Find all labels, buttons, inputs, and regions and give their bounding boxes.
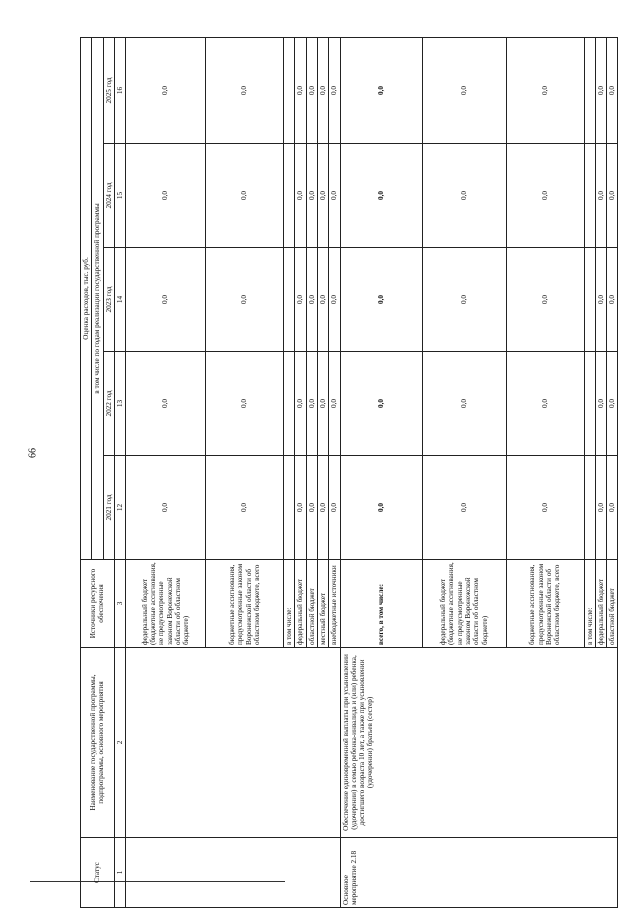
value-cell: 0,0 bbox=[206, 37, 284, 143]
col-number: 12 bbox=[114, 456, 125, 560]
value-cell: 0,0 bbox=[295, 352, 306, 456]
value-cell: 0,0 bbox=[340, 352, 422, 456]
status-cell: Основное мероприятие 2.18 bbox=[340, 838, 618, 908]
value-cell: 0,0 bbox=[317, 144, 328, 248]
value-cell: 0,0 bbox=[317, 37, 328, 143]
value-cell: 0,0 bbox=[595, 144, 606, 248]
value-cell: 0,0 bbox=[126, 248, 206, 352]
value-cell bbox=[584, 144, 595, 248]
source-cell: бюджетные ассигнования, предусмотренные законом Воронежской области об областном бюджете, всего bbox=[206, 560, 284, 648]
header-year: 2023 год bbox=[103, 248, 114, 352]
value-cell: 0,0 bbox=[607, 144, 618, 248]
value-cell: 0,0 bbox=[340, 248, 422, 352]
value-cell: 0,0 bbox=[206, 248, 284, 352]
value-cell: 0,0 bbox=[607, 248, 618, 352]
source-cell: областной бюджет bbox=[607, 560, 618, 648]
value-cell: 0,0 bbox=[329, 456, 340, 560]
col-number: 2 bbox=[114, 648, 125, 838]
value-cell: 0,0 bbox=[329, 37, 340, 143]
source-cell: федеральный бюджет (бюджетные ассигнования, не предусмотренные законом Воронежской области об областном бюджете) bbox=[422, 560, 506, 648]
value-cell: 0,0 bbox=[295, 248, 306, 352]
value-cell: 0,0 bbox=[306, 144, 317, 248]
value-cell: 0,0 bbox=[422, 37, 506, 143]
value-cell bbox=[284, 37, 295, 143]
value-cell: 0,0 bbox=[506, 352, 584, 456]
value-cell: 0,0 bbox=[595, 352, 606, 456]
source-cell: федеральный бюджет (бюджетные ассигнования, не предусмотренные законом Воронежской области об областном бюджете) bbox=[126, 560, 206, 648]
value-cell: 0,0 bbox=[607, 37, 618, 143]
value-cell bbox=[584, 456, 595, 560]
value-cell bbox=[584, 37, 595, 143]
table-row bbox=[126, 37, 206, 907]
value-cell: 0,0 bbox=[126, 352, 206, 456]
source-cell: областной бюджет bbox=[306, 560, 317, 648]
value-cell: 0,0 bbox=[306, 37, 317, 143]
name-cell-empty bbox=[126, 648, 340, 838]
value-cell: 0,0 bbox=[295, 456, 306, 560]
header-status: Статус bbox=[81, 838, 115, 908]
header-row-1 bbox=[81, 37, 92, 907]
value-cell: 0,0 bbox=[422, 456, 506, 560]
value-cell: 0,0 bbox=[422, 144, 506, 248]
value-cell: 0,0 bbox=[607, 352, 618, 456]
value-cell: 0,0 bbox=[595, 456, 606, 560]
source-cell: бюджетные ассигнования, предусмотренные законом Воронежской области об областном бюджете, всего bbox=[506, 560, 584, 648]
header-source: Источники ресурсного обеспечения bbox=[81, 560, 115, 648]
value-cell: 0,0 bbox=[595, 37, 606, 143]
value-cell bbox=[584, 248, 595, 352]
value-cell: 0,0 bbox=[506, 144, 584, 248]
header-year: 2022 год bbox=[103, 352, 114, 456]
value-cell: 0,0 bbox=[506, 248, 584, 352]
header-year: 2021 год bbox=[103, 456, 114, 560]
value-cell: 0,0 bbox=[306, 248, 317, 352]
value-cell: 0,0 bbox=[506, 37, 584, 143]
source-cell: федеральный бюджет bbox=[295, 560, 306, 648]
budget-table bbox=[80, 37, 618, 908]
col-number: 14 bbox=[114, 248, 125, 352]
header-year: 2025 год bbox=[103, 37, 114, 143]
page-number: 66 bbox=[27, 447, 39, 458]
value-cell bbox=[584, 352, 595, 456]
value-cell: 0,0 bbox=[422, 352, 506, 456]
source-cell: в том числе: bbox=[584, 560, 595, 648]
col-number: 16 bbox=[114, 37, 125, 143]
value-cell: 0,0 bbox=[206, 352, 284, 456]
source-cell: местный бюджет bbox=[317, 560, 328, 648]
source-cell: всего, в том числе: bbox=[340, 560, 422, 648]
value-cell: 0,0 bbox=[295, 37, 306, 143]
value-cell: 0,0 bbox=[306, 352, 317, 456]
value-cell: 0,0 bbox=[506, 456, 584, 560]
value-cell: 0,0 bbox=[422, 248, 506, 352]
value-cell: 0,0 bbox=[126, 144, 206, 248]
value-cell: 0,0 bbox=[340, 456, 422, 560]
value-cell bbox=[284, 352, 295, 456]
table-row bbox=[340, 37, 422, 907]
header-by-years: в том числе по годам реализации государственной программы bbox=[92, 37, 103, 559]
value-cell bbox=[284, 456, 295, 560]
value-cell: 0,0 bbox=[329, 352, 340, 456]
value-cell: 0,0 bbox=[206, 456, 284, 560]
value-cell: 0,0 bbox=[317, 352, 328, 456]
value-cell: 0,0 bbox=[295, 144, 306, 248]
column-number-row bbox=[114, 37, 125, 907]
rotated-table-wrapper bbox=[80, 38, 617, 908]
value-cell: 0,0 bbox=[340, 144, 422, 248]
col-number: 1 bbox=[114, 838, 125, 908]
source-cell: внебюджетные источники bbox=[329, 560, 340, 648]
value-cell bbox=[284, 144, 295, 248]
col-number: 3 bbox=[114, 560, 125, 648]
header-year: 2024 год bbox=[103, 144, 114, 248]
value-cell: 0,0 bbox=[126, 456, 206, 560]
source-cell: федеральный бюджет bbox=[595, 560, 606, 648]
value-cell: 0,0 bbox=[126, 37, 206, 143]
header-estimate: Оценка расходов, тыс. руб. bbox=[81, 37, 92, 559]
value-cell: 0,0 bbox=[607, 456, 618, 560]
value-cell: 0,0 bbox=[306, 456, 317, 560]
value-cell: 0,0 bbox=[317, 248, 328, 352]
value-cell bbox=[284, 248, 295, 352]
value-cell: 0,0 bbox=[595, 248, 606, 352]
header-name: Наименование государственной программы, подпрограммы, основного мероприятия bbox=[81, 648, 115, 838]
value-cell: 0,0 bbox=[206, 144, 284, 248]
value-cell: 0,0 bbox=[329, 248, 340, 352]
value-cell: 0,0 bbox=[317, 456, 328, 560]
status-cell-empty bbox=[126, 838, 340, 908]
value-cell: 0,0 bbox=[340, 37, 422, 143]
activity-name-cell: Обеспечение единовременной выплаты при усыновлении (удочерении) в семью ребенка-инвалида и (или) ребенка, достигшего возраста 10 лет, а также при усыновлении (удочерении) братьев (сестер) bbox=[340, 648, 618, 838]
value-cell: 0,0 bbox=[329, 144, 340, 248]
col-number: 13 bbox=[114, 352, 125, 456]
source-cell: в том числе: bbox=[284, 560, 295, 648]
col-number: 15 bbox=[114, 144, 125, 248]
